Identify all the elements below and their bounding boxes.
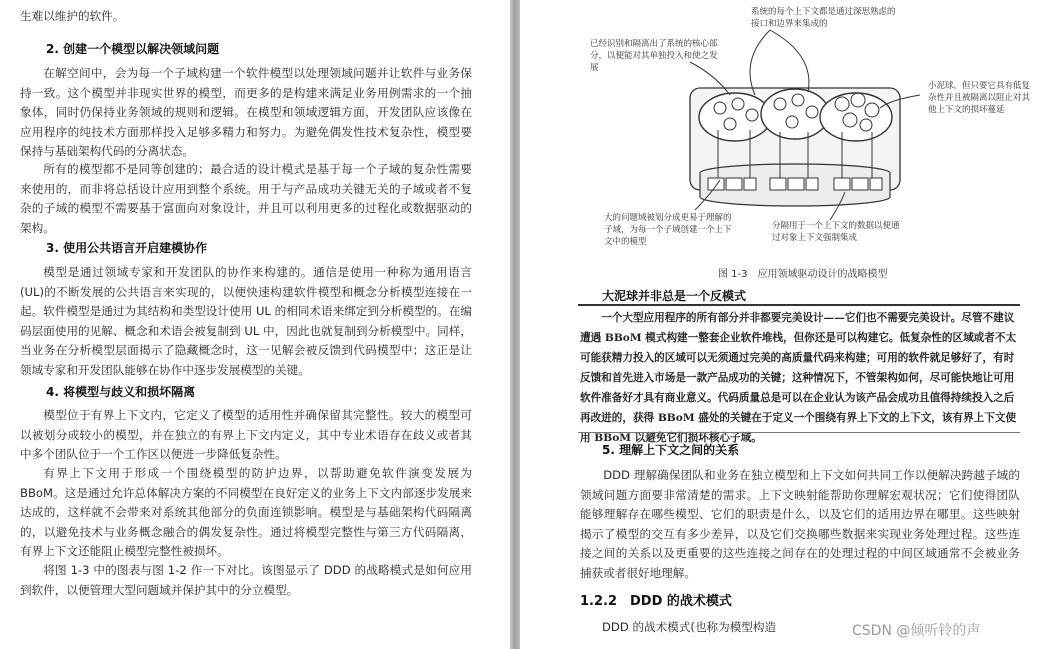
- subsection-heading: 1.2.2 DDD 的战术模式: [580, 594, 732, 609]
- watermark: CSDN @倾听铃的声: [852, 623, 981, 639]
- section-4-paragraph-3: 将图 1-3 中的图表与图 1-2 作一下对比。该图显示了 DDD 的战略模式是如何应用到软件，以便管理大型问题域并保护其中的分立模型。: [20, 563, 472, 597]
- section-heading-3: 3. 使用公共语言开启建模协作: [46, 241, 208, 255]
- callout-integration: 系统的每个上下文都是通过深思熟虑的接口和边界来集成的: [751, 7, 896, 29]
- sidebar-body: 一个大型应用程序的所有部分并非都要完美设计——它们也不需要完美设计。尽管不建议遭遇 BBoM 模式构建一整套企业软件堆栈，但你还是可以构建它。低复杂性的区域或者不太可能获精力投入的区域可以无须通过完美的高质量代码来构建；可用的软件就足够好了，有时反馈和首先进入市场是一款产品成功的关键；这种情况下，不管架构如何，尽可能快地让可用软件准备好才具有商业意义。代码质量总是可以在企业认为该产品会成功且值得持续投入之后再改进的，获得 BBoM 盛处的关键在于定义一个围绕有界上下文的上下文，该有界上下文使用 BBoM 以避免它们损坏核心子域。: [580, 312, 1017, 444]
- subsection-first-line: DDD 的战术模式(也称为模型构造: [602, 620, 777, 634]
- figure-caption: 图 1-3 应用领域驱动设计的战略模型: [718, 269, 888, 280]
- section-2-paragraph-1: 在解空间中，会为每一个子域构建一个软件模型以处理领域问题并让软件与业务保持一致。这个模型并非现实世界的模型，而更多的是构建来满足业务用例需求的一个抽象体，同时仍保持业务领域的规则和逻辑。在模型和领域逻辑方面，开发团队应该像在应用程序的纯技术方面那样投入足够多精力和努力。为避免偶发性技术复杂性，模型要保持与基础架构代码的分离状态。: [20, 66, 472, 158]
- callout-bbom: 小泥球，但只要它具有低复杂性并且被隔离以阻止对其他上下文的损坏蔓延: [928, 81, 1031, 115]
- context-middle: [761, 89, 829, 139]
- callout-subdomains: 大的问题域被划分成更易于理解的子域，为每一个子域创建一个上下文中的模型: [604, 213, 732, 247]
- section-2-paragraph-2: 所有的模型都不是同等创建的；最合适的设计模式是基于每一个子域的复杂性需要来使用的，而非将总括设计应用到整个系统。用于与产品成功关键无关的子域或者不复杂的子域的模型不需要基于富面向对象设计，并且可以利用更多的过程化或数据驱动的架构。: [20, 162, 472, 235]
- left-page: [0, 0, 510, 649]
- callout-core-domain: 已经识别和隔离出了系统的核心部分，以便能对其单独投入和使之发展: [590, 39, 718, 73]
- section-heading-2: 2. 创建一个模型以解决领域问题: [46, 42, 220, 56]
- intro-line: 生难以维护的软件。: [20, 9, 125, 23]
- book-gutter: [510, 0, 520, 649]
- section-5-paragraph: DDD 理解确保团队和业务在独立模型和上下文如何共同工作以便解决跨越子域的领域问题方面要非常清楚的需求。上下文映射能帮助你理解宏观状况；它们使得团队能够理解存在哪些模型、它们的职责是什么，以及它们的适用边界在哪里。这些映射揭示了模型的交互有多少差异，以及它们交换哪些数据来实现业务处理过程。这些连接之间的关系以及更重要的这些连接之间存在的处理过程的中间区域通常不会被业务捕获或者很好地理解。: [580, 468, 1020, 580]
- section-4-paragraph-2: 有界上下文用于形成一个围绕模型的防护边界，以帮助避免软件演变发展为 BBoM。这是通过允许总体解决方案的不同模型在良好定义的业务上下文内部逐步发展来达成的，这样就不会带来对系统其他部分的负面连锁影响。模型是与基础架构代码隔离的，以避免技术与业务概念融合的偶发复杂性。通过将模型完整性与第三方代码隔离，有界上下文还能阻止模型完整性被损坏。: [20, 466, 472, 558]
- section-heading-5: 5. 理解上下文之间的关系: [602, 443, 740, 457]
- section-4-paragraph-1: 模型位于有界上下文内，它定义了模型的适用性并确保留其完整性。较大的模型可以被划分成较小的模型，并在独立的有界上下文内定义，其中专业术语存在歧义或者其中多个团队位于一个工作区以便进一步降低复杂性。: [20, 408, 472, 461]
- context-left: [699, 93, 771, 141]
- callout-data-separation: 分隔用于一个上下文的数据以便通过对象上下文强制集成: [772, 221, 900, 243]
- section-heading-4: 4. 将模型与歧义和损坏隔离: [46, 385, 196, 399]
- section-3-paragraph-1: 模型是通过领域专家和开发团队的协作来构建的。通信是使用一种称为通用语言(UL)的不断发展的公共语言来实现的，以便快速构建软件模型和概念分析模型连接在一起。软件模型是通过为其结构和类型设计使用 UL 的相同术语来绑定到分析模型的。在编码层面使用的见解、概念和术语会被复制到 UL 中，因此也就复制到分析模型中。同样，当业务在分析模型层面揭示了隐藏概念时，这一见解会被反馈到代码模型中；这正是让领域专家和开发团队能够在协作中逐步发展模型的关键。: [20, 265, 472, 377]
- sidebar-rule: [578, 304, 1020, 306]
- sidebar-title: 大泥球并非总是一个反模式: [602, 289, 747, 303]
- right-page: [520, 0, 1039, 649]
- sidebar-end-rule: [578, 432, 1020, 433]
